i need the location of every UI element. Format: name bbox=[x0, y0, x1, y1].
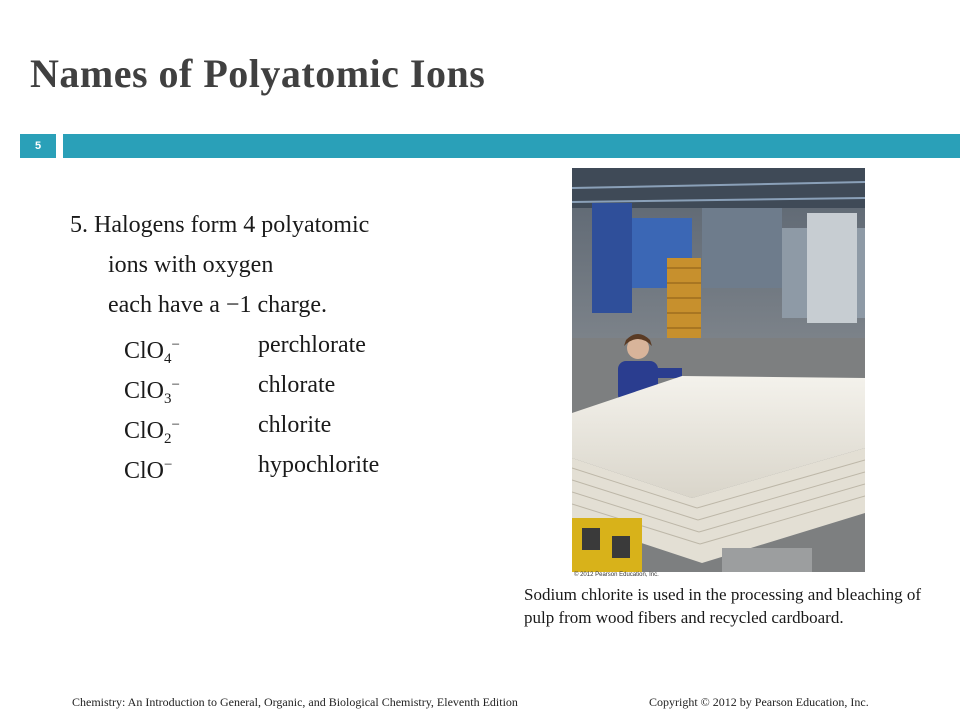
slide-body bbox=[70, 205, 380, 485]
ion-formula bbox=[124, 445, 172, 491]
ion-row-hypochlorite bbox=[70, 445, 380, 485]
ion-name: hypochlorite bbox=[258, 452, 380, 478]
ion-row-perchlorate bbox=[70, 325, 369, 365]
slide-title: Names of Polyatomic Ions bbox=[30, 51, 486, 96]
body-line-1: 5. Halogens form 4 polyatomic bbox=[70, 212, 370, 238]
pulp-mill-photo bbox=[572, 168, 865, 572]
body-line-3: each have a −1 charge. bbox=[108, 292, 327, 318]
ion-base: ClO bbox=[124, 458, 165, 484]
ion-charge: − bbox=[171, 377, 180, 393]
ion-charge: − bbox=[164, 457, 173, 473]
body-line-2: ions with oxygen bbox=[108, 252, 274, 278]
ion-base: ClO bbox=[124, 418, 165, 444]
ion-name: perchlorate bbox=[258, 332, 366, 358]
ion-subscript: 4 bbox=[164, 351, 172, 367]
ion-name: chlorite bbox=[258, 412, 332, 438]
ion-charge: − bbox=[171, 417, 180, 433]
photo-caption: Sodium chlorite is used in the processing and bleaching of pulp from wood fibers and recycled cardboard. bbox=[524, 585, 922, 627]
header-accent-bar bbox=[63, 134, 960, 158]
ion-subscript: 3 bbox=[164, 391, 172, 407]
photo-credit: © 2012 Pearson Education, Inc. bbox=[574, 572, 659, 578]
ion-base: ClO bbox=[124, 338, 165, 364]
ion-row-chlorite bbox=[70, 405, 369, 445]
ion-row-chlorate bbox=[70, 365, 369, 405]
ion-subscript: 2 bbox=[164, 431, 172, 447]
footer-book-title: Chemistry: An Introduction to General, Organic, and Biological Chemistry, Eleventh Edition bbox=[72, 695, 518, 709]
ion-charge: − bbox=[171, 337, 180, 353]
footer-copyright: Copyright © 2012 by Pearson Education, Inc. bbox=[649, 695, 869, 709]
ion-base: ClO bbox=[124, 378, 165, 404]
slide-number-badge: 5 bbox=[20, 134, 56, 158]
ion-name: chlorate bbox=[258, 372, 336, 398]
